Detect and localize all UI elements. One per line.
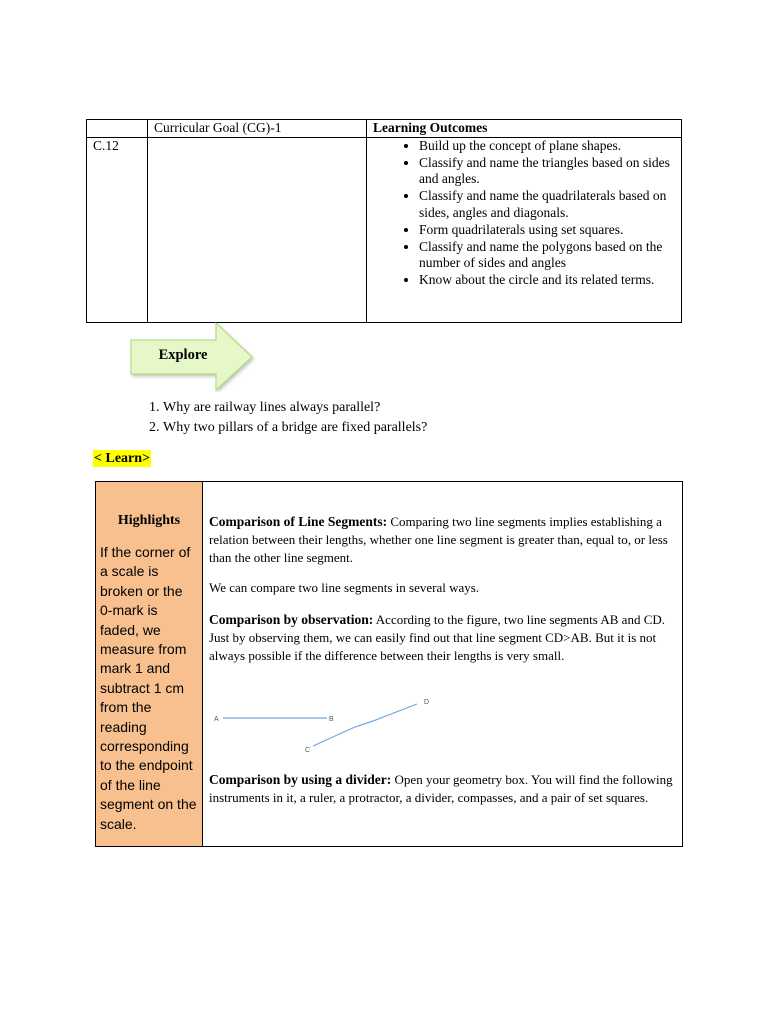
curriculum-header-row bbox=[87, 120, 682, 138]
curriculum-body-row bbox=[87, 137, 682, 322]
heading-comparison-divider: Comparison by using a divider: bbox=[209, 772, 392, 787]
paragraph-several-ways: We can compare two line segments in several ways. bbox=[209, 580, 480, 595]
text-comparison-line-segments: Comparing two line segments implies establishing a relation between their lengths, whether one line segment is greater than, equal to, or less than the other line segment. bbox=[209, 514, 668, 565]
code-cell: C.12 bbox=[87, 137, 148, 322]
text-comparison-observation: According to the figure, two line segments AB and CD. Just by observing them, we can easily find out that line segment CD>AB. But it is not always possible if the difference between their lengths is very small. bbox=[209, 612, 665, 663]
learning-outcome-item: • Classify and name the quadrilaterals based on sides, angles and diagonals. bbox=[419, 188, 675, 222]
question-item: 2. Why two pillars of a bridge are fixed parallels? bbox=[163, 418, 427, 438]
heading-comparison-observation: Comparison by observation: bbox=[209, 612, 374, 627]
header-cell-learning-outcomes: Learning Outcomes bbox=[367, 120, 682, 138]
explore-label: Explore bbox=[158, 347, 208, 363]
learning-outcome-item: • Build up the concept of plane shapes. bbox=[419, 138, 675, 155]
learning-outcomes-list bbox=[373, 138, 675, 289]
highlights-text: If the corner of a scale is broken or the 0-mark is faded, we measure from mark 1 and subtract 1 cm from the reading corresponding to the endpoint of the line segment on the scale. bbox=[100, 544, 197, 832]
line-segment-cd bbox=[313, 704, 417, 746]
outcomes-cell bbox=[367, 137, 682, 322]
highlights-title: Highlights bbox=[117, 513, 181, 528]
goal-cell bbox=[148, 137, 367, 322]
learning-outcome-item: • Classify and name the triangles based on sides and angles. bbox=[419, 155, 675, 189]
explore-questions bbox=[122, 398, 427, 438]
paragraph-comparison-line-segments bbox=[209, 513, 675, 566]
paragraph-comparison-observation bbox=[209, 611, 675, 664]
header-cell-curricular-goal: Curricular Goal (CG)-1 bbox=[148, 120, 367, 138]
question-item: 1. Why are railway lines always parallel? bbox=[163, 398, 427, 418]
line-segments-diagram bbox=[205, 690, 445, 760]
point-label-c: C bbox=[305, 747, 311, 754]
point-label-b: B bbox=[329, 716, 334, 723]
curriculum-table bbox=[86, 119, 682, 323]
learning-outcome-item: • Form quadrilaterals using set squares. bbox=[419, 222, 675, 239]
learn-tag: < Learn> bbox=[94, 451, 151, 466]
learning-outcome-item: • Classify and name the polygons based on the number of sides and angles bbox=[419, 239, 675, 273]
header-cell-code bbox=[87, 120, 148, 138]
heading-comparison-line-segments: Comparison of Line Segments: bbox=[209, 514, 388, 529]
point-label-a: A bbox=[214, 716, 219, 723]
learning-outcome-item: • Know about the circle and its related terms. bbox=[419, 272, 675, 289]
point-label-d: D bbox=[424, 699, 430, 706]
paragraph-comparison-divider bbox=[209, 771, 675, 807]
text-comparison-divider: Open your geometry box. You will find the following instruments in it, a ruler, a protractor, a divider, compasses, and a pair of set squares. bbox=[209, 772, 673, 805]
